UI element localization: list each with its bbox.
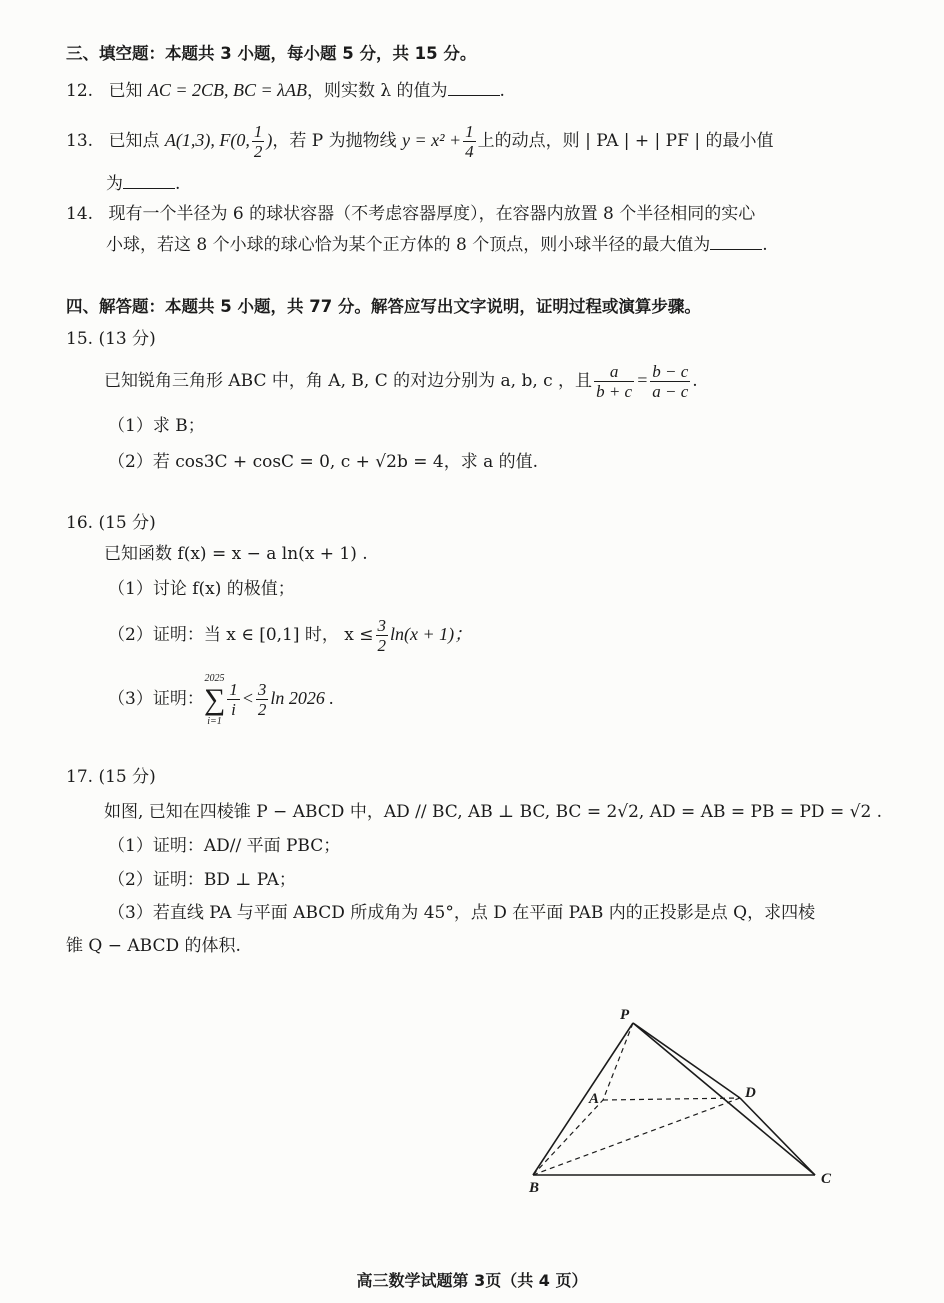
q12-vector-expr: AC = 2CB, BC = λAB — [147, 80, 307, 100]
q16-p2-b: ln(x + 1)； — [390, 624, 473, 644]
q15-f2-num: b − c — [652, 362, 689, 381]
question-13 — [66, 118, 773, 162]
q17-part-1: （1）证明：AD// 平面 PBC； — [108, 836, 341, 856]
question-14-cont — [106, 233, 768, 257]
edge-pd — [633, 1023, 740, 1098]
label-b: B — [529, 1180, 540, 1195]
q16-part-2 — [108, 610, 472, 658]
edge-bd-hidden — [533, 1098, 740, 1175]
q16-p2-a: （2）证明：当 x ∈ [0,1] 时， x ≤ — [108, 625, 374, 645]
q13-end: . — [175, 174, 181, 194]
q17-part-3: （3）若直线 PA 与平面 ABCD 所成角为 45°，点 D 在平面 PAB 内的正投影是点 Q，求四棱 — [108, 903, 816, 923]
q13-parabola: y = x² + — [402, 130, 462, 150]
q14-line2: 小球，若这 8 个小球的球心恰为某个正方体的 8 个顶点，则小球半径的最大值为 — [106, 235, 711, 255]
q13-f-fraction — [252, 122, 265, 161]
q16-sum-sigma: ∑ — [203, 682, 226, 716]
q13-point-f: , F(0, — [210, 130, 250, 150]
q16-p2-fraction — [376, 616, 389, 655]
q15-stem — [104, 356, 698, 404]
q15-fraction-2 — [650, 362, 690, 401]
q12-number: 12. — [66, 81, 94, 101]
q14-line1: 现有一个半径为 6 的球状容器（不考虑容器厚度），在容器内放置 8 个半径相同的实心 — [108, 204, 756, 224]
q16-p3-num1: 1 — [229, 680, 238, 699]
edge-dc — [740, 1098, 815, 1175]
q16-p2-den: 2 — [377, 636, 387, 655]
q13-number: 13. — [66, 131, 94, 151]
q13-close: ) — [266, 130, 273, 150]
q15-fraction-1 — [594, 362, 634, 401]
q15-stem-a: 已知锐角三角形 ABC 中，角 A, B, C 的对边分别为 a, b, c ，且 — [104, 371, 593, 391]
q16-p3-num2: 3 — [257, 680, 267, 699]
q12-answer-blank — [448, 79, 500, 96]
q14-answer-blank — [710, 233, 762, 250]
section4-heading: 四、解答题：本题共 5 小题，共 77 分。解答应写出文字说明，证明过程或演算步骤。 — [66, 297, 701, 316]
q16-p3-b: ln 2026 . — [270, 688, 334, 708]
q16-part-3 — [108, 668, 334, 728]
q16-p3-fraction-2 — [256, 680, 269, 719]
q15-f2-den: a − c — [652, 382, 689, 401]
q16-p3-lt: < — [241, 688, 254, 708]
edge-pb — [533, 1023, 633, 1175]
label-a: A — [589, 1091, 600, 1107]
page-footer: 高三数学试题第 3页（共 4 页） — [356, 1271, 588, 1290]
edge-ad-hidden — [603, 1098, 740, 1100]
q16-head: 16. (15 分) — [66, 513, 156, 533]
q15-equals: = — [636, 370, 649, 390]
q12-text-b: ，则实数 λ 的值为 — [306, 81, 448, 101]
question-14 — [66, 202, 755, 226]
pyramid-figure — [515, 995, 845, 1195]
q12-end: . — [499, 81, 505, 101]
q16-sum-bottom: i=1 — [207, 715, 222, 727]
q16-p3-den1: i — [231, 700, 236, 719]
q16-p3-a: （3）证明： — [108, 689, 204, 709]
label-p: P — [620, 1007, 630, 1023]
label-c: C — [821, 1171, 832, 1187]
q17-part-2: （2）证明：BD ⊥ PA； — [108, 870, 296, 890]
q15-part-1: （1）求 B； — [108, 416, 205, 436]
q16-summation — [204, 672, 225, 728]
q13-f-num: 1 — [253, 122, 263, 141]
q13-p-fraction — [463, 122, 476, 161]
section3-heading: 三、填空题：本题共 3 小题，每小题 5 分，共 15 分。 — [66, 44, 477, 63]
q13-answer-blank — [123, 172, 175, 189]
q15-f1-den: b + c — [596, 382, 633, 401]
q14-end: . — [762, 235, 768, 255]
q15-head: 15. (13 分) — [66, 329, 156, 349]
q16-sum-top: 2025 — [204, 672, 225, 684]
q13-f-den: 2 — [253, 142, 263, 161]
q13-text-c: 上的动点，则 | PA | + | PF | 的最小值 — [477, 131, 774, 151]
q17-part-3-cont: 锥 Q − ABCD 的体积. — [66, 936, 241, 956]
q13-text-d: 为 — [106, 174, 123, 194]
q13-p-num: 1 — [465, 122, 474, 141]
q13-p-den: 4 — [465, 142, 474, 161]
q13-point-a: A(1,3) — [164, 130, 211, 150]
q17-head: 17. (15 分) — [66, 767, 156, 787]
q14-number: 14. — [66, 204, 94, 224]
q15-part-2: （2）若 cos3C + cosC = 0, c + √2b = 4，求 a 的值. — [108, 452, 539, 472]
question-12 — [66, 78, 505, 103]
q15-stem-end: . — [692, 371, 698, 391]
question-13-cont — [106, 172, 180, 196]
q16-part-1: （1）讨论 f(x) 的极值； — [108, 579, 295, 599]
q13-text-a: 已知点 — [108, 131, 160, 151]
q15-f1-num: a — [594, 362, 634, 382]
q12-text-a: 已知 — [108, 81, 143, 101]
q16-p2-num: 3 — [377, 616, 387, 635]
label-d: D — [745, 1085, 756, 1101]
q16-stem: 已知函数 f(x) = x − a ln(x + 1) . — [104, 544, 368, 564]
q17-stem: 如图, 已知在四棱锥 P − ABCD 中，AD // BC, AB ⊥ BC, BC = 2√2, AD = AB = PB = PD = √2 . — [104, 802, 883, 822]
q13-text-b: ，若 P 为抛物线 — [272, 131, 397, 151]
q16-p3-den2: 2 — [257, 700, 267, 719]
edge-ab-hidden — [533, 1100, 603, 1175]
q16-p3-fraction-1 — [227, 680, 240, 719]
